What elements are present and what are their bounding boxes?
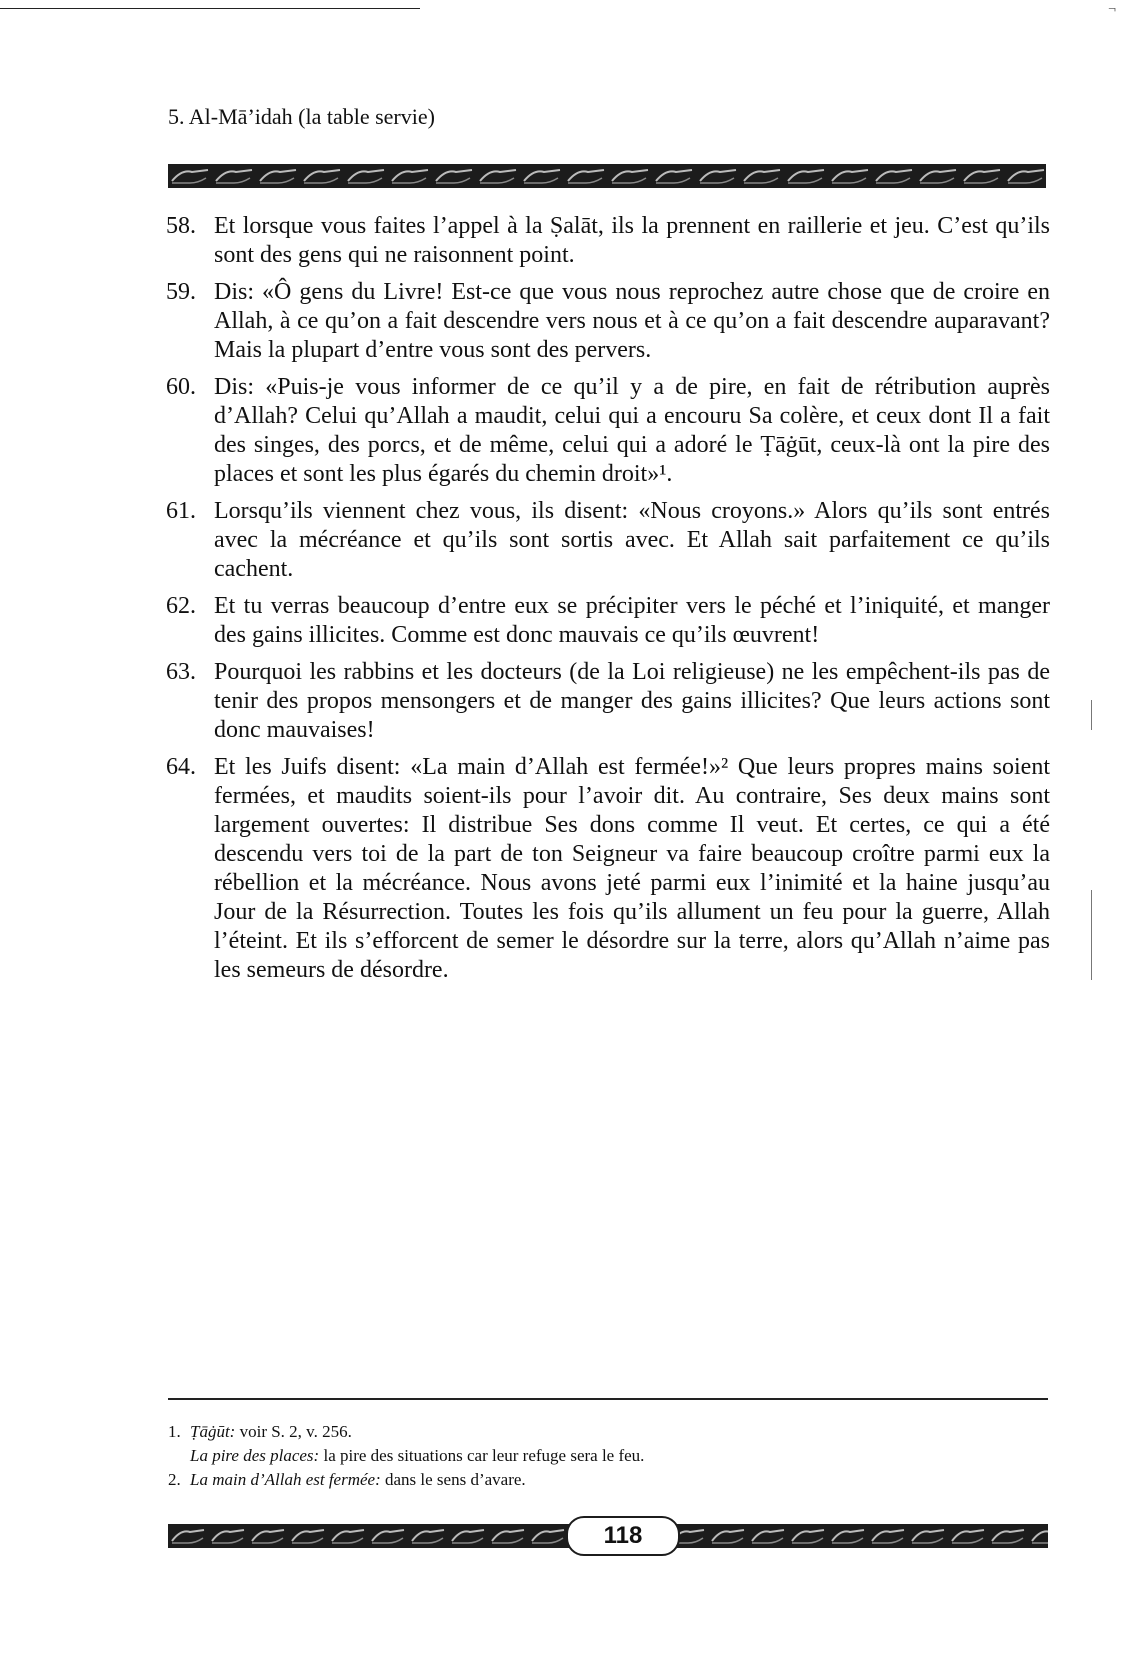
verse-64 [166,753,1050,985]
verse-number: 62. [166,593,196,619]
verse-59 [166,278,1050,365]
scan-mark [1091,700,1092,730]
verse-number: 61. [166,498,196,524]
scan-mark [1091,890,1092,980]
footnote-number: 1. [168,1422,181,1441]
footnote-term: La pire des places: [190,1446,320,1465]
footnote-1 [168,1420,1048,1444]
verse-text: Et tu verras beaucoup d’entre eux se précipiter vers le péché et l’iniquité, et manger des gains illicites. Comme est donc mauvais ce qu’ils œuvrent! [214,593,1050,648]
footnote-text: voir S. 2, v. 256. [235,1422,352,1441]
footnote-1b [168,1444,1048,1468]
verse-number: 58. [166,213,196,239]
page-number: 118 [566,1516,680,1556]
footnote-rule [168,1398,1048,1400]
verse-number: 60. [166,374,196,400]
footnote-text: la pire des situations car leur refuge sera le feu. [319,1446,645,1465]
corner-mark: ¬ [1108,2,1116,17]
top-rule [0,8,420,9]
verse-text: Pourquoi les rabbins et les docteurs (de la Loi religieuse) ne les empêchent-ils pas de tenir des propos mensongers et de manger des gains illicites? Que leurs actions sont donc mauvaises! [214,659,1050,743]
verse-number: 64. [166,754,196,780]
verse-number: 59. [166,279,196,305]
verse-text: Dis: «Puis-je vous informer de ce qu’il y a de pire, en fait de rétribution auprès d’Allah? Celui qu’Allah a maudit, celui qui a encouru Sa colère, et ceux dont Il a fait des singes, des porcs, et de même, celui qui a adoré le Ṭāġūt, ceux-là ont la pire des places et sont les plus égarés du chemin droit»¹. [214,374,1050,487]
verse-text: Et les Juifs disent: «La main d’Allah est fermée!»² Que leurs propres mains soient fermées, et maudits soient-ils pour l’avoir dit. Au contraire, Ses deux mains sont largement ouvertes: Il distribue Ses dons comme Il veut. Et certes, ce qui a été descendu vers toi de la part de ton Seigneur va faire beaucoup croître parmi eux la rébellion et la mécréance. Nous avons jeté parmi eux l’inimité et la haine jusqu’au Jour de la Résurrection. Toutes les fois qu’ils allument un feu pour la guerre, Allah l’éteint. Et ils s’efforcent de semer le désordre sur la terre, alors qu’Allah n’aime pas les semeurs de désordre. [214,754,1050,983]
verse-61 [166,497,1050,584]
footnote-2 [168,1468,1048,1492]
footnotes [168,1420,1048,1492]
footnote-term: La main d’Allah est fermée: [190,1470,381,1489]
verse-number: 63. [166,659,196,685]
verse-58 [166,212,1050,270]
verse-list [166,212,1050,993]
footnote-text: dans le sens d’avare. [380,1470,526,1489]
ornamental-band-top [168,164,1046,188]
verse-62 [166,592,1050,650]
running-head: 5. Al-Mā’idah (la table servie) [168,104,435,129]
verse-63 [166,658,1050,745]
ornamental-band-bottom-right [668,1524,1048,1548]
ornamental-band-bottom-left [168,1524,574,1548]
footnote-term: Ṭāġūt: [190,1422,236,1441]
verse-text: Et lorsque vous faites l’appel à la Ṣalāt, ils la prennent en raillerie et jeu. C’est qu’ils sont des gens qui ne raisonnent point. [214,213,1050,268]
footnote-number: 2. [168,1470,181,1489]
verse-text: Dis: «Ô gens du Livre! Est-ce que vous nous reprochez autre chose que de croire en Allah, à ce qu’on a fait descendre vers nous et à ce qu’on a fait descendre auparavant? Mais la plupart d’entre vous sont des pervers. [214,279,1050,363]
verse-text: Lorsqu’ils viennent chez vous, ils disent: «Nous croyons.» Alors qu’ils sont entrés avec la mécréance et qu’ils sont sortis avec. Et Allah sait parfaitement ce qu’ils cachent. [214,498,1050,582]
verse-60 [166,373,1050,489]
